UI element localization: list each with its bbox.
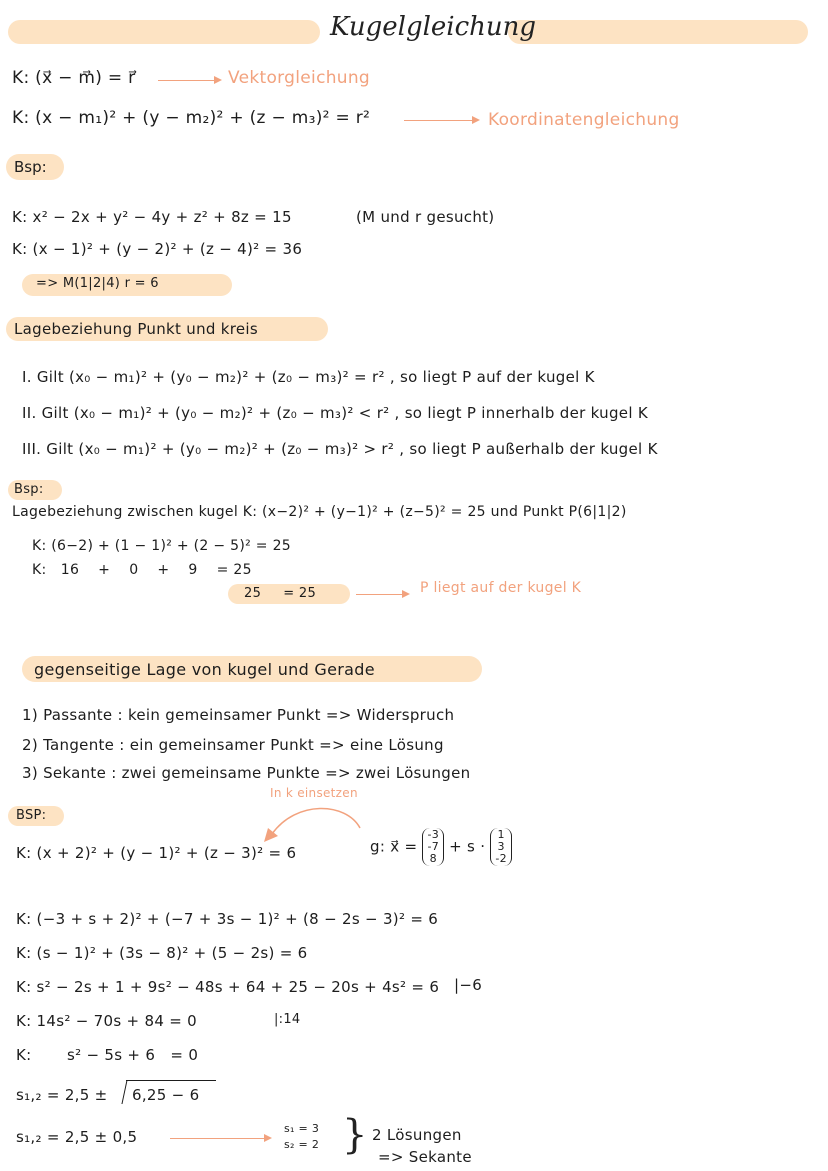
support-vector-z: 8 — [429, 852, 437, 865]
support-vector-y: -7 — [427, 840, 440, 853]
direction-vector-y: 3 — [497, 840, 505, 853]
line-prefix: g: x⃗ = — [370, 837, 418, 856]
step-3: K: s² − 2s + 1 + 9s² − 48s + 64 + 25 − 20s + 4s² = 6 — [16, 978, 440, 996]
example1-line1: K: x² − 2x + y² − 4y + z² + 8z = 15 — [12, 208, 292, 226]
title-highlight-left — [8, 20, 320, 44]
case-tangente: 2) Tangente : ein gemeinsamer Punkt => eine Lösung — [22, 736, 444, 754]
vector-equation: K: (x⃗ − m⃗) = r⃗ — [12, 68, 136, 88]
direction-vector-z: -2 — [495, 852, 507, 865]
example2-line3: 25 = 25 — [244, 586, 317, 601]
example1-note: (M und r gesucht) — [356, 208, 495, 226]
coordinate-equation: K: (x − m₁)² + (y − m₂)² + (z − m₃)² = r² — [12, 108, 371, 128]
title-highlight-right — [508, 20, 808, 44]
pq-prefix: s₁,₂ = 2,5 ± — [16, 1086, 108, 1104]
direction-vector-x: 1 — [497, 828, 505, 841]
example2-line1: K: (6−2) + (1 − 1)² + (2 − 5)² = 25 — [32, 538, 291, 554]
conclusion-count: 2 Lösungen — [372, 1126, 462, 1144]
example2-line2: K: 16 + 0 + 9 = 25 — [32, 562, 252, 578]
support-vector — [422, 828, 444, 866]
rule-on-sphere: I. Gilt (x₀ − m₁)² + (y₀ − m₂)² + (z₀ − m₃)² = r² , so liegt P auf der kugel K — [22, 368, 595, 386]
page-title: Kugelgleichung — [330, 12, 537, 42]
example3-label: BSP: — [16, 808, 47, 823]
rule-inside-sphere: II. Gilt (x₀ − m₁)² + (y₀ − m₂)² + (z₀ − m₃)² < r² , so liegt P innerhalb der kugel K — [22, 404, 649, 422]
section-point-heading: Lagebeziehung Punkt und kreis — [14, 320, 258, 338]
sphere-equation: K: (x + 2)² + (y − 1)² + (z − 3)² = 6 — [16, 844, 297, 862]
vector-equation-note: Vektorgleichung — [228, 68, 371, 88]
insert-note: In k einsetzen — [270, 786, 358, 800]
rule-outside-sphere: III. Gilt (x₀ − m₁)² + (y₀ − m₂)² + (z₀ − m₃)² > r² , so liegt P außerhalb der kugel K — [22, 440, 658, 458]
arrow-coordinate — [404, 120, 478, 121]
example1-line2: K: (x − 1)² + (y − 2)² + (z − 4)² = 36 — [12, 240, 303, 258]
pq-result: s₁,₂ = 2,5 ± 0,5 — [16, 1128, 138, 1146]
support-vector-x: -3 — [427, 828, 440, 841]
pq-root: 6,25 − 6 — [132, 1086, 200, 1104]
sqrt-bar — [126, 1080, 216, 1081]
example-label: Bsp: — [14, 158, 47, 176]
line-equation — [370, 828, 512, 866]
example2-label: Bsp: — [14, 482, 44, 497]
arrow-vector — [158, 80, 220, 81]
step-5: K: s² − 5s + 6 = 0 — [16, 1046, 199, 1064]
example2-intro: Lagebeziehung zwischen kugel K: (x−2)² + (y−1)² + (z−5)² = 25 und Punkt P(6|1|2) — [12, 504, 627, 520]
solution-1: s₁ = 3 — [284, 1122, 320, 1135]
arrow-solutions — [170, 1138, 270, 1139]
step-op-2: |:14 — [274, 1012, 301, 1027]
sqrt-sign — [121, 1080, 127, 1104]
conclusion-type: => Sekante — [378, 1148, 472, 1166]
step-1: K: (−3 + s + 2)² + (−7 + 3s − 1)² + (8 − 2s − 3)² = 6 — [16, 910, 439, 928]
step-2: K: (s − 1)² + (3s − 8)² + (5 − 2s) = 6 — [16, 944, 308, 962]
step-op-1: |−6 — [454, 976, 483, 994]
example2-result: P liegt auf der kugel K — [420, 580, 582, 596]
line-mid: + s · — [449, 837, 486, 856]
arrow-example2 — [356, 594, 408, 595]
coordinate-equation-note: Koordinatengleichung — [488, 110, 680, 130]
section-line-heading: gegenseitige Lage von kugel und Gerade — [34, 660, 375, 679]
solution-2: s₂ = 2 — [284, 1138, 320, 1151]
case-passante: 1) Passante : kein gemeinsamer Punkt => Widerspruch — [22, 706, 455, 724]
example1-result: => M(1|2|4) r = 6 — [36, 276, 159, 291]
curved-arrow — [256, 798, 366, 848]
case-sekante: 3) Sekante : zwei gemeinsame Punkte => zwei Lösungen — [22, 764, 471, 782]
step-4: K: 14s² − 70s + 84 = 0 — [16, 1012, 198, 1030]
pq-formula — [16, 1086, 108, 1104]
solution-brace: } — [342, 1112, 368, 1158]
direction-vector — [490, 828, 512, 866]
